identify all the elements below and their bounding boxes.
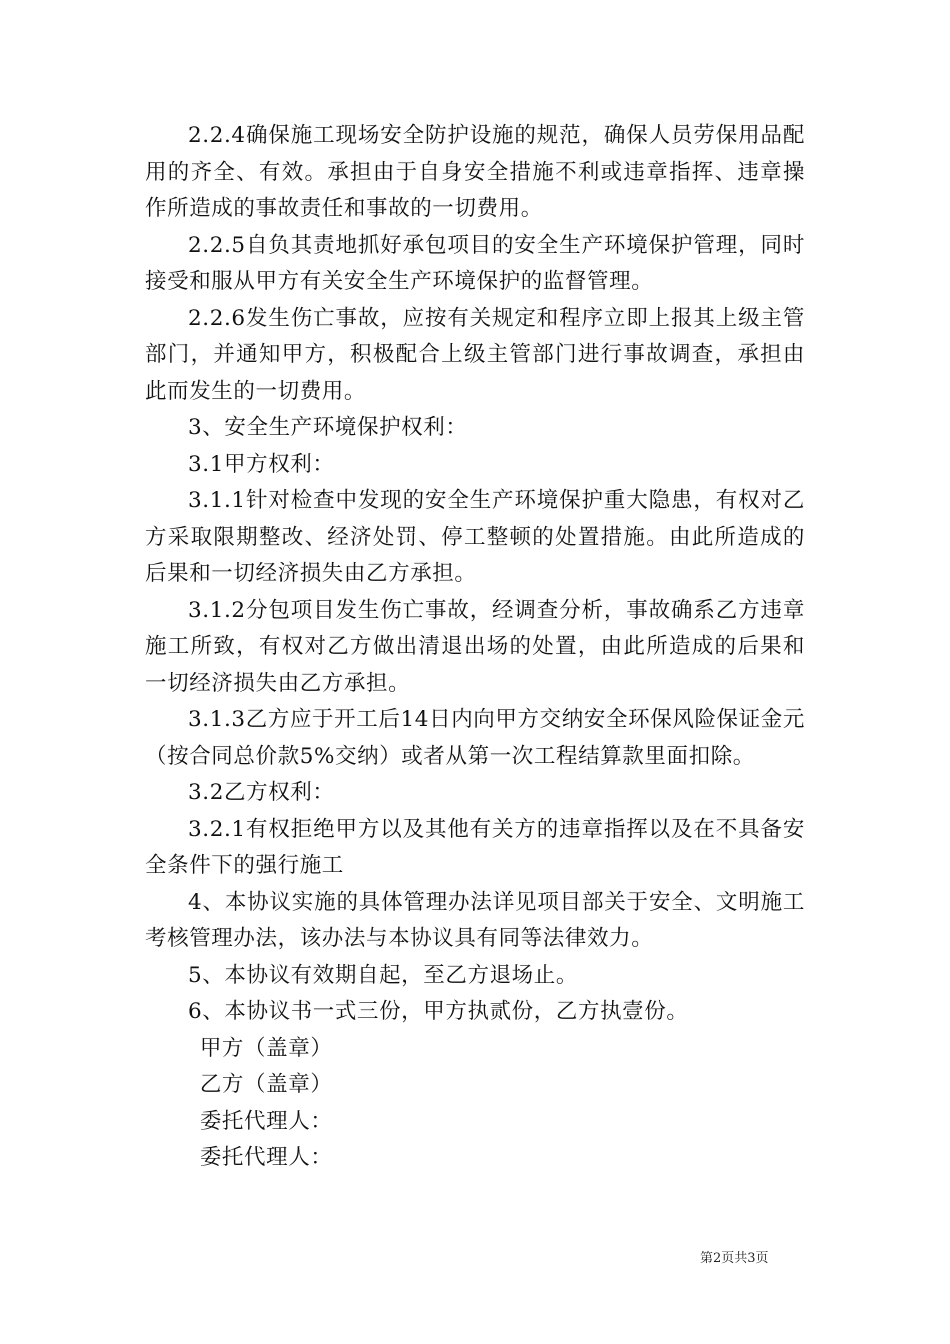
page-footer [700, 1250, 850, 1268]
clause-3-1-3: 3.1.3乙方应于开工后14日内向甲方交纳安全环保风险保证金元（按合同总价款5%交纳）或者从第一次工程结算款里面扣除。 [145, 707, 805, 769]
section-3-heading: 3、安全生产环境保护权利： [188, 415, 468, 440]
clause-2-2-6: 2.2.6发生伤亡事故，应按有关规定和程序立即上报其上级主管部门，并通知甲方，积极配合上级主管部门进行事故调查，承担由此而发生的一切费用。 [145, 305, 805, 404]
clause-4: 4、本协议实施的具体管理办法详见项目部关于安全、文明施工考核管理办法，该办法与本协议具有同等法律效力。 [145, 889, 805, 951]
section-3-2-heading: 3.2乙方权利： [188, 780, 335, 805]
section-3-1-heading: 3.1甲方权利： [188, 451, 335, 477]
clause-6: 6、本协议书一式三份，甲方执贰份，乙方执壹份。 [188, 999, 689, 1024]
document-body [145, 118, 805, 1177]
agent-b-line: 委托代理人： [199, 1145, 333, 1170]
clause-3-1-2: 3.1.2分包项目发生伤亡事故，经调查分析，事故确系乙方违章施工所致，有权对乙方做出清退出场的处置，由此所造成的后果和一切经济损失由乙方承担。 [145, 597, 805, 696]
clause-3-1-1: 3.1.1针对检查中发现的安全生产环境保护重大隐患，有权对乙方采取限期整改、经济处罚、停工整顿的处置措施。由此所造成的后果和一切经济损失由乙方承担。 [145, 488, 805, 586]
clause-2-2-4: 2.2.4确保施工现场安全防护设施的规范，确保人员劳保用品配用的齐全、有效。承担由于自身安全措施不利或违章指挥、违章操作所造成的事故责任和事故的一切费用。 [145, 123, 805, 221]
party-a-seal-line: 甲方（盖章） [199, 1035, 333, 1061]
clause-3-2-1: 3.2.1有权拒绝甲方以及其他有关方的违章指挥以及在不具备安全条件下的强行施工 [145, 816, 805, 878]
page-number: 第2页共3页 [700, 1251, 769, 1266]
clause-5: 5、本协议有效期自起，至乙方退场止。 [188, 962, 578, 988]
party-b-seal-line: 乙方（盖章） [199, 1072, 333, 1097]
agent-a-line: 委托代理人： [199, 1108, 333, 1134]
clause-2-2-5: 2.2.5自负其责地抓好承包项目的安全生产环境保护管理，同时接受和服从甲方有关安全生产环境保护的监督管理。 [145, 232, 805, 294]
